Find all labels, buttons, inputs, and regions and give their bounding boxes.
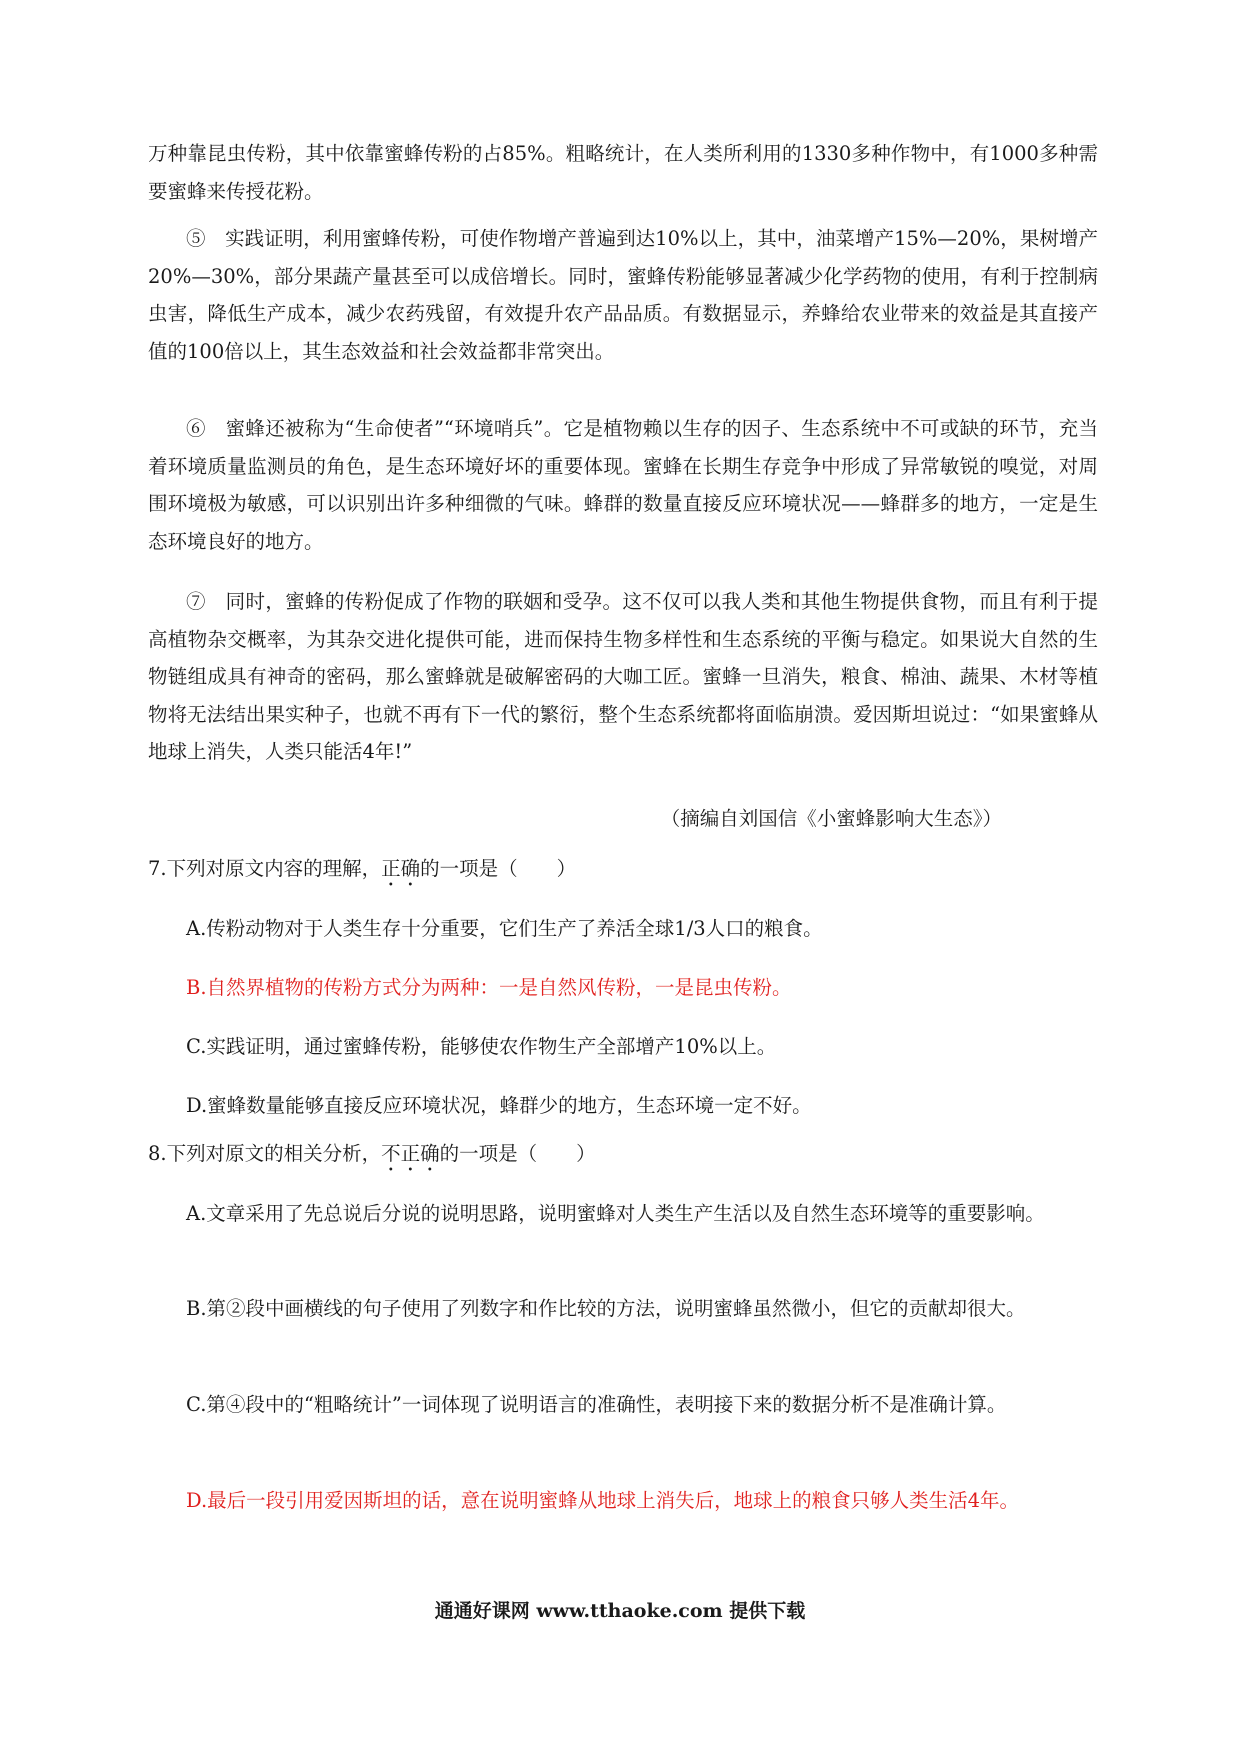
- question-8-option-a: A.文章采用了先总说后分说的说明思路，说明蜜蜂对人类生产生活以及自然生态环境等的重要影响。: [186, 1202, 1045, 1225]
- question-7-stem: [148, 850, 1098, 891]
- passage-paragraph-6: ⑥ 蜜蜂还被称为“生命使者”“环境哨兵”。它是植物赖以生存的因子、生态系统中不可或缺的环节，充当着环境质量监测员的角色，是生态环境好坏的重要体现。蜜蜂在长期生存竞争中形成了异常敏锐的嗅觉，对周围环境极为敏感，可以识别出许多种细微的气味。蜂群的数量直接反应环境状况——蜂群多的地方，一定是生态环境良好的地方。: [148, 417, 1098, 553]
- passage-paragraph-7: ⑦ 同时，蜜蜂的传粉促成了作物的联姻和受孕。这不仅可以我人类和其他生物提供食物，而且有利于提高植物杂交概率，为其杂交进化提供可能，进而保持生物多样性和生态系统的平衡与稳定。如果说大自然的生物链组成具有神奇的密码，那么蜜蜂就是破解密码的大咖工匠。蜜蜂一旦消失，粮食、棉油、蔬果、木材等植物将无法结出果实种子，也就不再有下一代的繁衍，整个生态系统都将面临崩溃。爱因斯坦说过：“如果蜜蜂从地球上消失，人类只能活4年!”: [148, 590, 1098, 763]
- question-8-stem: [148, 1135, 1098, 1176]
- question-7-prefix: 7.下列对原文内容的理解，: [148, 857, 382, 880]
- question-8-suffix: 的一项是（ ）: [439, 1142, 596, 1165]
- question-8-option-c: C.第④段中的“粗略统计”一词体现了说明语言的准确性，表明接下来的数据分析不是准确计算。: [186, 1393, 1007, 1416]
- question-7-option-c: C.实践证明，通过蜜蜂传粉，能够使农作物生产全部增产10%以上。: [186, 1035, 777, 1058]
- question-7-option-a: A.传粉动物对于人类生存十分重要，它们生产了养活全球1/3人口的粮食。: [186, 917, 823, 940]
- question-7-option-b-answer: B.自然界植物的传粉方式分为两种：一是自然风传粉，一是昆虫传粉。: [186, 976, 792, 999]
- footer-download-notice: 通通好课网 www.tthaoke.com 提供下载: [434, 1600, 806, 1622]
- question-7-suffix: 的一项是（ ）: [420, 857, 577, 880]
- question-8-emphasis: 不正确: [381, 1142, 440, 1165]
- question-8-option-b: B.第②段中画横线的句子使用了列数字和作比较的方法，说明蜜蜂虽然微小，但它的贡献却很大。: [186, 1297, 1026, 1320]
- question-7-emphasis: 正确: [381, 857, 421, 880]
- question-7-option-d: D.蜜蜂数量能够直接反应环境状况，蜂群少的地方，生态环境一定不好。: [186, 1094, 812, 1117]
- passage-paragraph-4-tail: 万种靠昆虫传粉，其中依靠蜜蜂传粉的占85%。粗略统计，在人类所利用的1330多种作物中，有1000多种需要蜜蜂来传授花粉。: [148, 142, 1098, 203]
- passage-source-citation: （摘编自刘国信《小蜜蜂影响大生态》）: [660, 807, 1002, 830]
- passage-paragraph-5: ⑤ 实践证明，利用蜜蜂传粉，可使作物增产普遍到达10%以上，其中，油菜增产15%—20%，果树增产20%—30%，部分果蔬产量甚至可以成倍增长。同时，蜜蜂传粉能够显著减少化学药物的使用，有利于控制病虫害，降低生产成本，减少农药残留，有效提升农产品品质。有数据显示，养蜂给农业带来的效益是其直接产值的100倍以上，其生态效益和社会效益都非常突出。: [148, 227, 1098, 363]
- question-8-prefix: 8.下列对原文的相关分析，: [148, 1142, 382, 1165]
- question-8-option-d-answer: D.最后一段引用爱因斯坦的话，意在说明蜜蜂从地球上消失后，地球上的粮食只够人类生活4年。: [186, 1489, 1020, 1512]
